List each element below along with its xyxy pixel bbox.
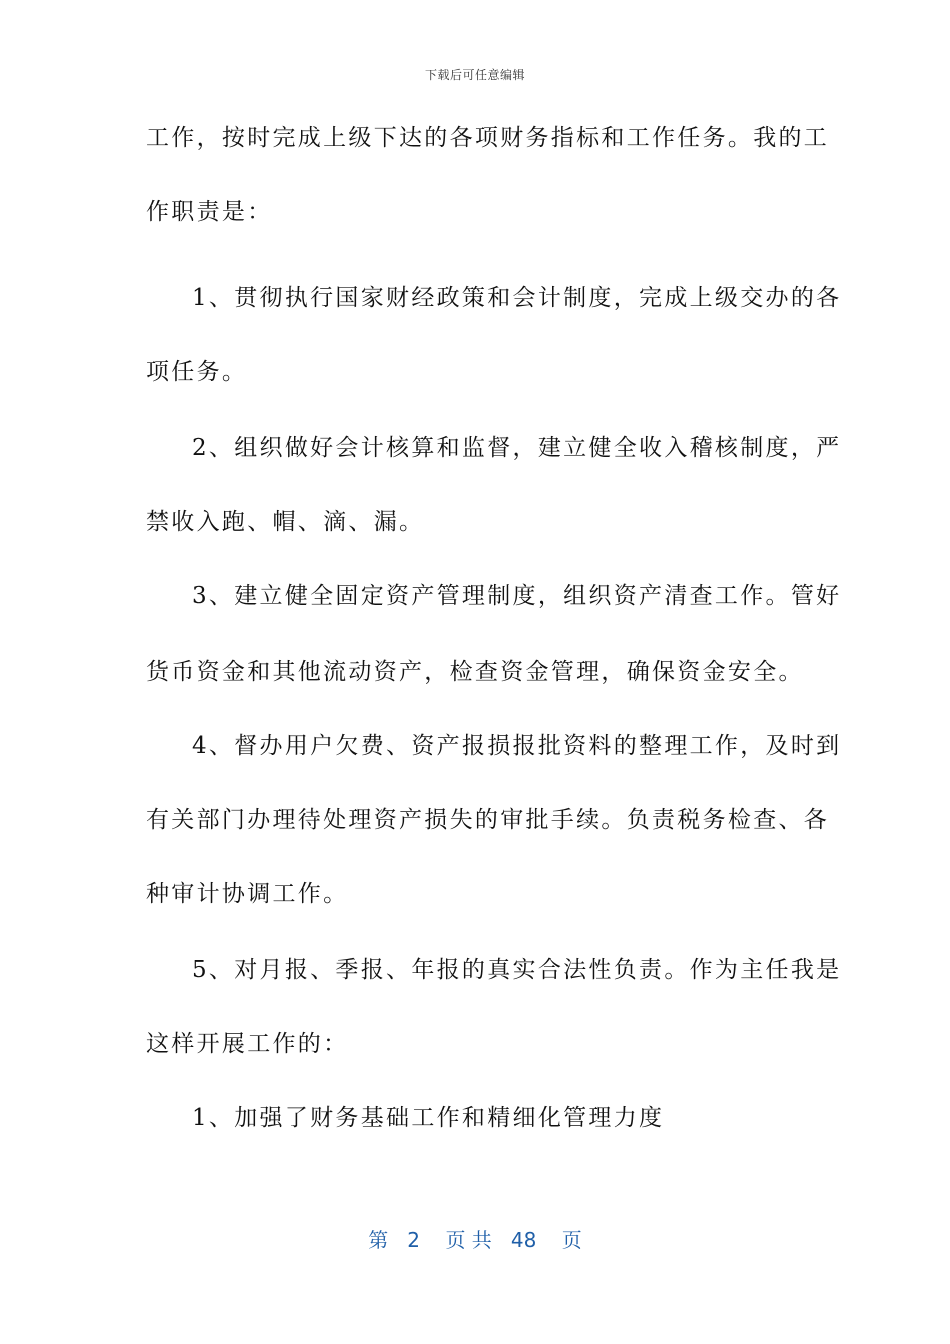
body-line: 3、建立健全固定资产管理制度，组织资产清查工作。管好	[192, 583, 842, 609]
body-line: 作职责是：	[146, 199, 273, 225]
body-line: 货币资金和其他流动资产，检查资金管理，确保资金安全。	[146, 659, 804, 685]
body-line: 1、贯彻执行国家财经政策和会计制度，完成上级交办的各	[192, 285, 842, 311]
body-line: 种审计协调工作。	[146, 881, 349, 907]
body-line: 项任务。	[146, 359, 248, 385]
body-line: 工作，按时完成上级下达的各项财务指标和工作任务。我的工	[146, 125, 830, 151]
body-line: 1、加强了财务基础工作和精细化管理力度	[192, 1105, 665, 1131]
page-header-note: 下载后可任意编辑	[424, 68, 525, 82]
body-line: 4、督办用户欠费、资产报损报批资料的整理工作，及时到	[192, 733, 842, 759]
page-number-footer: 第 2 页 共 48 页	[368, 1228, 582, 1252]
body-line: 有关部门办理待处理资产损失的审批手续。负责税务检查、各	[146, 807, 830, 833]
body-line: 禁收入跑、帽、滴、漏。	[146, 509, 425, 535]
body-line: 这样开展工作的：	[146, 1031, 349, 1057]
body-line: 5、对月报、季报、年报的真实合法性负责。作为主任我是	[192, 957, 842, 983]
body-line: 2、组织做好会计核算和监督，建立健全收入稽核制度，严	[192, 435, 842, 461]
